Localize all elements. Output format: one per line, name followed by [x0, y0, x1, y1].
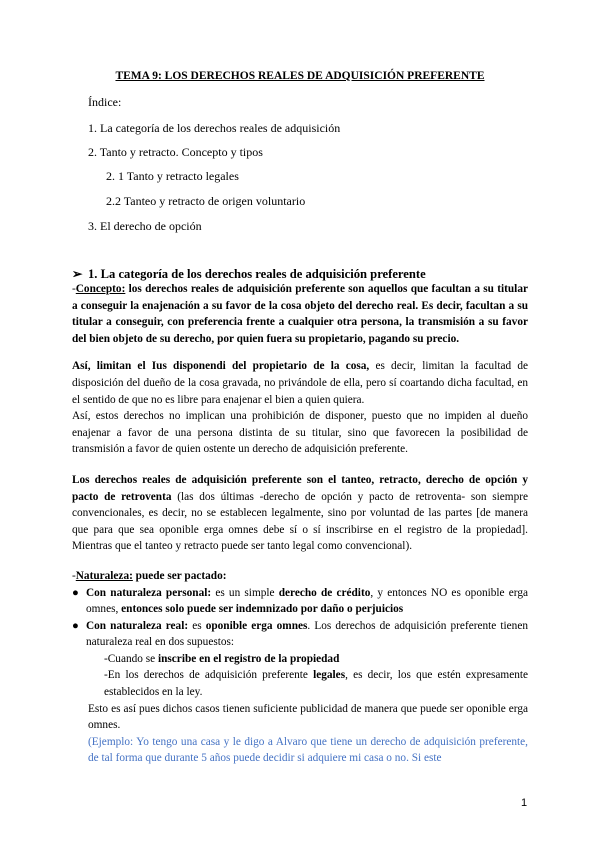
emphasis: Los derechos reales de adquisición preferente son el tanteo, retracto, derecho de opción y pacto de retroventa [72, 473, 528, 503]
toc-item: 2. Tanto y retracto. Concepto y tipos [88, 145, 263, 159]
bullet-label: Con naturaleza real: [86, 619, 189, 632]
toc-item: 3. El derecho de opción [88, 219, 202, 233]
emphasis: Así, limitan el Ius disponendi del propietario de la cosa, [72, 360, 370, 373]
text: -Cuando se [104, 652, 158, 665]
text: es un simple [211, 586, 279, 599]
emphasis: legales [313, 669, 346, 682]
list-item [72, 618, 528, 651]
example-paragraph: (Ejemplo: Yo tengo una casa y le digo a Alvaro que tiene un derecho de adquisición preferente, de tal forma que durante 5 años puede decidir si adquiere mi casa o no. Si este [88, 735, 528, 765]
text: (las dos últimas -derecho de opción y pacto de retroventa- son siempre convencionales, es decir, no se establecen legalmente, sino por voluntad de las partes [de manera que para que sea oponible erga omnes debe sí o sí inscribirse en el registro de la propiedad]. Mientras que el tanteo y retracto puede ser tanto legal como convencional). [72, 490, 529, 553]
naturaleza-text: puede ser pactado: [132, 569, 227, 582]
paragraph [72, 472, 528, 555]
emphasis: derecho de crédito [278, 586, 371, 599]
text: es [188, 619, 206, 632]
text: es decir, limitan la facultad de disposición del dueño de la cosa gravada, no privándole de ella, pero sí coartando dicha facultad, en el sentido de que no es libre para enajenar el bien a quien quiera. [72, 360, 528, 406]
section-body [72, 281, 528, 767]
bullet-dot-icon: ● [72, 619, 79, 632]
bullet-dot-icon: ● [72, 586, 79, 599]
document-title: TEMA 9: LOS DERECHOS REALES DE ADQUISICIÓN PREFERENTE [115, 70, 485, 82]
emphasis: oponible erga omnes [205, 619, 308, 632]
dash: - [72, 569, 76, 582]
emphasis: inscribe en el registro de la propiedad [157, 652, 340, 665]
toc-item: 2. 1 Tanto y retracto legales [106, 169, 239, 183]
dash: - [72, 283, 76, 295]
paragraph: Así, estos derechos no implican una prohibición de disponer, puesto que no impiden al dueño enajenar a favor de una persona distinta de su titular, sino que favorecen la posibilidad de transmisión a favor de quien ostente un derecho de adquisición preferente. [72, 410, 528, 456]
section-heading [72, 266, 426, 282]
paragraph: Esto es así pues dichos casos tienen suficiente publicidad de manera que puede ser oponible erga omnes. [88, 702, 528, 732]
text: , es decir, los que estén expresamente establecidos en la ley. [104, 669, 529, 699]
sub-item [72, 651, 528, 668]
arrow-bullet-icon: ➢ [72, 267, 83, 281]
paragraph [72, 358, 528, 408]
toc-label: Índice: [88, 95, 122, 109]
page-number: 1 [521, 797, 528, 809]
text: , y entonces NO es oponible erga omnes, [86, 586, 528, 616]
bullet-label: Con naturaleza personal: [86, 586, 212, 599]
naturaleza-label: Naturaleza: [75, 569, 133, 582]
sub-item [72, 667, 528, 700]
concepto-label: Concepto: [75, 283, 126, 295]
concepto-text: los derechos reales de adquisición preferente son aquellos que facultan a su titular a conseguir la enajenación a su favor de la cosa objeto del derecho real. Es decir, facultan a su titular a conseguir, con preferencia frente a cualquier otra persona, la transmisión a su favor del bien objeto de su derecho, por quien fuera su propietario, pagando su precio. [72, 283, 528, 345]
list-item [72, 585, 528, 618]
text: -En los derechos de adquisición preferente [104, 669, 314, 682]
emphasis: entonces solo puede ser indemnizado por daño o perjuicios [121, 603, 404, 616]
toc-item: 2.2 Tanteo y retracto de origen voluntario [106, 194, 306, 208]
toc-item: 1. La categoría de los derechos reales de adquisición [88, 121, 341, 135]
section-heading-text: 1. La categoría de los derechos reales de adquisición preferente [88, 267, 426, 281]
text: . Los derechos de adquisición preferente tienen naturaleza real en dos supuestos: [86, 619, 528, 649]
naturaleza-line [72, 568, 528, 585]
concepto-paragraph [72, 281, 528, 347]
